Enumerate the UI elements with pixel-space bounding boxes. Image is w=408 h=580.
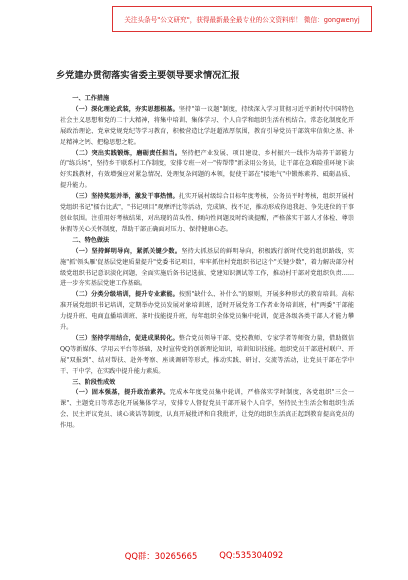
paragraph-text: 按照"缺什么、补什么"的原则，开展多种形式的教育培训。高标准开展党组织书记培训，定期举办党员发展对象培训班，适时开展党务工作者业务培训班，村"两委"干部能力提升班、电商直播培训班、茶叶技能提升班，每年组织全体党员集中轮训，促进各级各类干部人才能力攀升。 (60, 291, 354, 332)
document-body (60, 94, 354, 432)
paragraph-heading: （一）深化理论武装，夯实思想根基。 (72, 105, 179, 113)
section-heading: 二、特色做法 (72, 236, 110, 244)
qq-group: QQ群：30265665 (124, 551, 198, 561)
paragraph-heading: （二）突出实践锻炼，磨砺责任担当。 (72, 149, 182, 157)
qq-number: QQ:535304092 (219, 550, 284, 560)
document-title: 乡党建办贯彻落实省委主要领导要求情况汇报 (56, 70, 240, 81)
paragraph-heading: （二）分类分级培训，提升专业素能。 (72, 291, 179, 299)
footer-contact (0, 550, 408, 566)
paragraph (60, 247, 354, 291)
paragraph-text: 坚持大抓基层的鲜明导向，积极践行新时代党的组织路线，实施"抓'领头雁'促基层党建质量提升"党委书记项目，牢牢抓住村党组织书记这个"关键少数"，着力解决部分村级党组织书记意识淡化问题，全面实施后备书记选拔、党建知识测试等工作，推动村干部对党组织负责……进一步夯实基层党建工作基础。 (60, 247, 354, 288)
paragraph-heading: （三）坚持学用结合，促进成果转化。 (72, 334, 179, 342)
paragraph (60, 290, 354, 334)
paragraph-text: 扎实开展村级综合目标年度考核，公务员平时考核，组织开展村党组织书记"擂台比武"，"书记项目"观摩评比等活动，完成镇、找不足，推动形成你追我赶、争先进位的干事创业氛围。注重用好考核结果，对出现的苗头性、倾向性问题及时约谈提醒，严格落实干部人才体检、尊崇休假等关心关怀制度，帮助干部正确面对压力、保持健康心态。 (60, 193, 354, 233)
paragraph-text: 坚持把产业发展、项目建设、乡村振兴一线作为培养干部能力的"练兵场"，坚持乡干联系村工作制度，安排专班一对一"传帮带"新录用公务员，让干部在急难险重环境下读好实践教材，有效增强应对紧急情况、处理复杂问题的本领，促使干部在"接地气"中锻炼素养、砥砺品质、提升能力。 (60, 149, 354, 190)
paragraph (60, 192, 354, 236)
paragraph (60, 149, 354, 193)
promo-banner: 关注头条号"公文研究"，获得最新最全最专业的公文资料库！ 微信：gongwenyj (112, 6, 372, 32)
paragraph-text: 整合党员领导干部、党校教师、专家学者等师资力量，借助微信QQ等新媒体、学用云平台等基础，及时宣传党的创新理论知识，培训知识技能。组织党员干部进村联户、开展"双报到"、结对帮扶、赴外考察、座谈调研等形式，推动实践、研讨、交流等活动，让党员干部在学中干、干中学，在实践中提升能力素质。 (60, 334, 354, 375)
paragraph-text: 完成本年度党员集中轮训，严格落实学时制度，各党组织"三会一课"、主题党日等常态化开展集体学习，安排专人督促党员干部开展个人自学，坚持民主生活会和组织生活会、民主评议党员、谈心谈话等制度，认真开展批评和自我批评，让党的组织生活真正起到教育提高党员的作用。 (60, 389, 354, 430)
paragraph-heading: （一）固本强基，提升政治素养。 (72, 389, 170, 397)
paragraph-text: 坚持"第一议题"制度，持续深入学习贯彻习近平新时代中国特色社会主义思想和党的二十大精神，将集中培训、集体学习、个人自学和组织生活有机结合。常态化制度化开展政治理论、党章党规党纪等学习教育，积极营造比学赶超浓厚氛围，教育引导党员干部筑牢信仰之基、补足精神之钙、把稳思想之舵。 (60, 105, 354, 146)
paragraph (60, 388, 354, 432)
section-heading: 三、阶段性成效 (72, 378, 116, 386)
paragraph (60, 334, 354, 378)
paragraph-heading: （一）坚持鲜明导向，紧抓关键少数。 (72, 247, 182, 255)
section-heading: 一、工作措施 (72, 95, 110, 102)
paragraph (60, 105, 354, 149)
paragraph-heading: （三）坚持奖惩并举，激发干事热情。 (72, 193, 179, 201)
